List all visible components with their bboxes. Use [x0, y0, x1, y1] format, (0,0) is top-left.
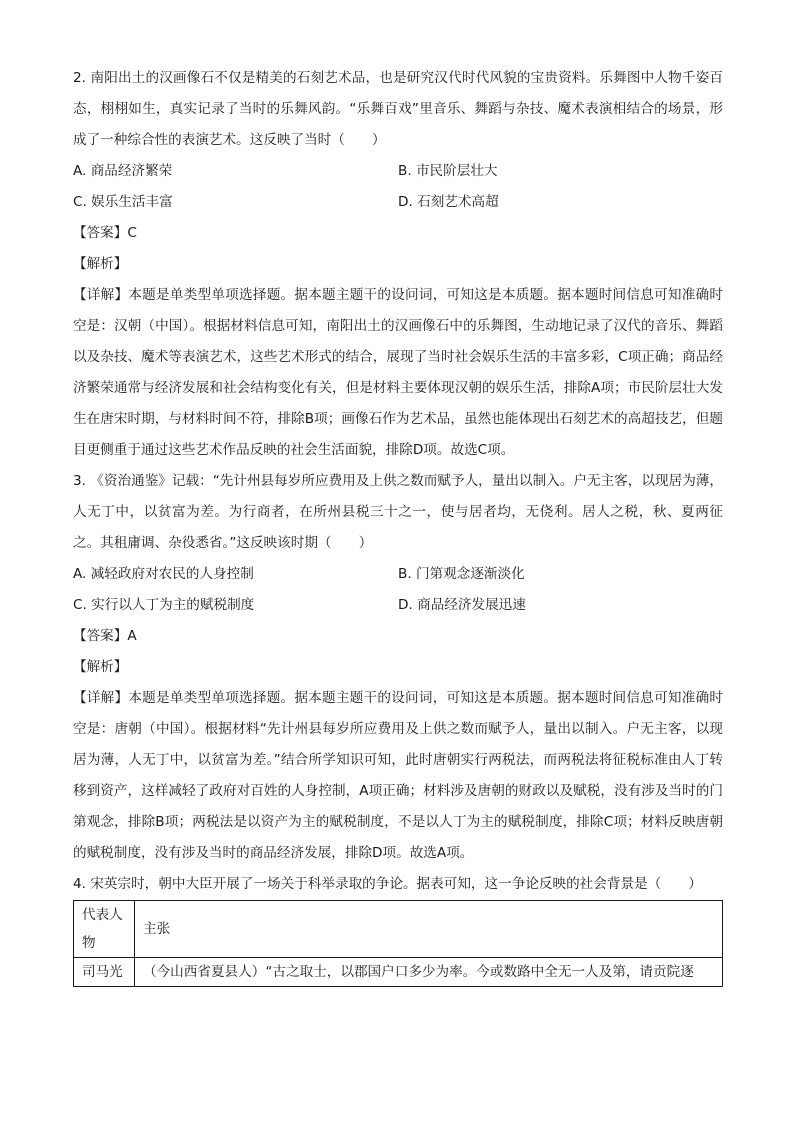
- question-2-detail: 【详解】本题是单类型单项选择题。据本题主题干的设问词，可知这是本质题。据本题时间信息可知准确时空是：汉朝（中国）。根据材料信息可知，南阳出土的汉画像石中的乐舞图，生动地记录了汉代的音乐、舞蹈以及杂技、魔术等表演艺术，这些艺术形式的结合，展现了当时社会娱乐生活的丰富多彩，C项正确；商品经济繁荣通常与经济发展和社会结构变化有关，但是材料主要体现汉朝的娱乐生活，排除A项；市民阶层壮大发生在唐宋时期，与材料时间不符，排除B项；画像石作为艺术品，虽然也能体现出石刻艺术的高超技艺，但题目更侧重于通过这些艺术作品反映的社会生活面貌，排除D项。故选C项。: [73, 287, 723, 458]
- table-header-claim: 主张: [135, 901, 723, 958]
- question-3-stem: 3. 《资治通鉴》记载：“先计州县每岁所应费用及上供之数而赋予人，量出以制入。户无主客，以现居为薄，人无丁中，以贫富为差。为行商者，在所州县税三十之一，使与居者均，无侥利。居人之税，秋、夏两征之。其租庸调、杂役悉省。”这反映该时期（ ）: [73, 473, 723, 551]
- question-2-option-c: C. 娱乐生活丰富: [73, 194, 173, 210]
- question-3-detail: 【详解】本题是单类型单项选择题。据本题主题干的设问词，可知这是本质题。据本题时间信息可知准确时空是：唐朝（中国）。根据材料“先计州县每岁所应费用及上供之数而赋予人，量出以制入。户无主客，以现居为薄，人无丁中，以贫富为差。”结合所学知识可知，此时唐朝实行两税法，而两税法将征税标准由人丁转移到资产，这样减轻了政府对百姓的人身控制，A项正确；材料涉及唐朝的财政以及赋税，没有涉及当时的门第观念，排除B项；两税法是以资产为主的赋税制度，不是以人丁为主的赋税制度，排除C项；材料反映唐朝的赋税制度，没有涉及当时的商品经济发展，排除D项。故选A项。: [73, 690, 723, 861]
- question-2-stem: 2. 南阳出土的汉画像石不仅是精美的石刻艺术品，也是研究汉代时代风貌的宝贵资料。乐舞图中人物千姿百态，栩栩如生，真实记录了当时的乐舞风韵。“乐舞百戏”里音乐、舞蹈与杂技、魔术表演相结合的场景，形成了一种综合性的表演艺术。这反映了当时（ ）: [73, 70, 723, 148]
- document-content: [73, 63, 723, 987]
- table-row: [74, 958, 723, 987]
- question-2-analysis-label: 【解析】: [73, 256, 128, 272]
- question-4-table: [73, 900, 723, 987]
- table-cell-claim: （今山西省夏县人）“古之取士，以郡国户口多少为率。今或数路中全无一人及第，请贡院逐: [135, 958, 723, 987]
- question-3-analysis-label: 【解析】: [73, 659, 128, 675]
- question-3-options-row-2: [73, 590, 723, 621]
- question-3-option-c: C. 实行以人丁为主的赋税制度: [73, 597, 255, 613]
- question-3-answer: 【答案】A: [73, 628, 137, 644]
- question-3-option-b: B. 门第观念逐渐淡化: [398, 566, 525, 582]
- question-3-option-d: D. 商品经济发展迅速: [398, 597, 526, 613]
- question-2-option-d: D. 石刻艺术高超: [398, 194, 499, 210]
- question-3-options-row-1: [73, 559, 723, 590]
- question-2-options-row-1: [73, 156, 723, 187]
- question-4-stem: 4. 宋英宗时，朝中大臣开展了一场关于科举录取的争论。据表可知，这一争论反映的社会背景是（ ）: [73, 876, 703, 892]
- question-2-options-row-2: [73, 187, 723, 218]
- question-2-answer: 【答案】C: [73, 225, 137, 241]
- question-3-option-a: A. 减轻政府对农民的人身控制: [73, 566, 254, 582]
- table-cell-person: 司马光: [74, 958, 135, 987]
- table-header-person: 代表人物: [74, 901, 135, 958]
- table-header-row: [74, 901, 723, 958]
- question-2-option-b: B. 市民阶层壮大: [398, 163, 498, 179]
- question-2-option-a: A. 商品经济繁荣: [73, 163, 173, 179]
